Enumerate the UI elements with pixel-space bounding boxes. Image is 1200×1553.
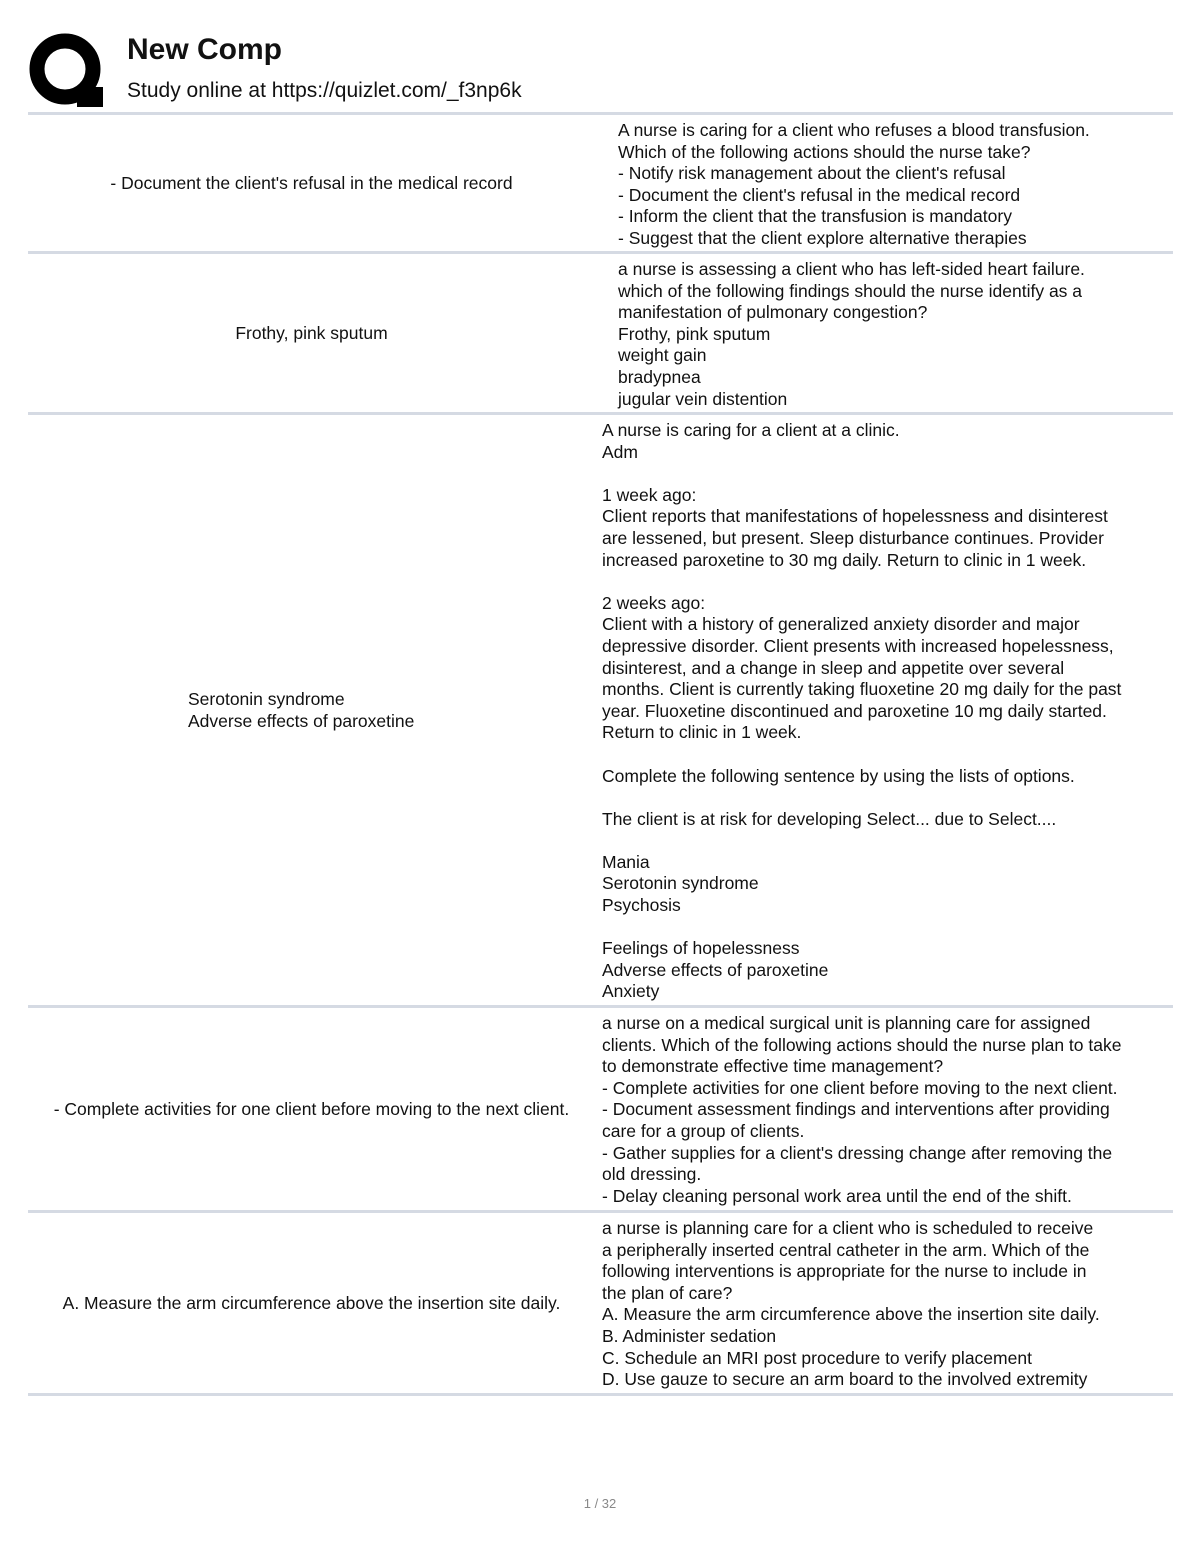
flashcard-term xyxy=(28,415,595,1005)
flashcard-row xyxy=(28,254,1173,415)
flashcard-term xyxy=(28,1213,595,1393)
quizlet-logo-icon xyxy=(28,31,108,111)
flashcard-row xyxy=(28,115,1173,254)
flashcard-row xyxy=(28,415,1173,1008)
study-online-link[interactable]: Study online at https://quizlet.com/_f3np6k xyxy=(127,79,522,102)
flashcard-row xyxy=(28,1213,1173,1396)
flashcard-definition: A nurse is caring for a client who refuses a blood transfusion. Which of the following actions should the nurse take? - Notify risk management about the client's refusal - Document the client's refusal in the medical record - Inform the client that the transfusion is mandatory - Suggest that the client explore alternative therapies xyxy=(618,120,1090,248)
term-text: Frothy, pink sputum xyxy=(235,323,388,343)
flashcard-definition: A nurse is caring for a client at a clinic. Adm 1 week ago: Client reports that manifestations of hopelessness and disinterest are lessened, but present. Sleep disturbance continues. Provider increased paroxetine to 30 mg daily. Return to clinic in 1 week. 2 weeks ago: Client with a history of generalized anxiety disorder and major depressive disorder. Client presents with increased hopelessness, disinterest, and a change in sleep and appetite over several months. Client is currently taking fluoxetine 20 mg daily for the past year. Fluoxetine discontinued and paroxetine 10 mg daily started. Return to clinic in 1 week. Complete the following sentence by using the lists of options. The client is at risk for developing Select... due to Select.... Mania Serotonin syndrome Psychosis Feelings of hopelessness Adverse effects of paroxetine Anxiety xyxy=(602,420,1122,1002)
document-title: New Comp xyxy=(127,33,283,66)
flashcard-term xyxy=(28,115,595,251)
flashcard-term xyxy=(28,254,595,412)
document-header xyxy=(28,28,1178,110)
flashcard-definition: a nurse is assessing a client who has left-sided heart failure. which of the following findings should the nurse identify as a manifestation of pulmonary congestion? Frothy, pink sputum weight gain bradypnea jugular vein distention xyxy=(618,259,1085,409)
term-text: - Complete activities for one client before moving to the next client. xyxy=(53,1099,570,1119)
flashcard-definition: a nurse on a medical surgical unit is planning care for assigned clients. Which of the following actions should the nurse plan to take to demonstrate effective time management? - Complete activities for one client before moving to the next client. - Document assessment findings and interventions after providing care for a group of clients. - Gather supplies for a client's dressing change after removing the old dressing. - Delay cleaning personal work area until the end of the shift. xyxy=(602,1013,1122,1206)
flashcard-definition: a nurse is planning care for a client who is scheduled to receive a peripherally inserted central catheter in the arm. Which of the following interventions is appropriate for the nurse to include in the plan of care? A. Measure the arm circumference above the insertion site daily. B. Administer sedation C. Schedule an MRI post procedure to verify placement D. Use gauze to secure an arm board to the involved extremity xyxy=(602,1218,1100,1390)
term-text: A. Measure the arm circumference above the insertion site daily. xyxy=(62,1293,561,1313)
term-text: - Document the client's refusal in the medical record xyxy=(110,173,513,193)
page-indicator: 1 / 32 xyxy=(583,1496,617,1511)
flashcard-term xyxy=(28,1008,595,1210)
flashcard-row xyxy=(28,1008,1173,1213)
flashcard-list xyxy=(28,112,1173,1396)
term-text: Serotonin syndrome Adverse effects of paroxetine xyxy=(188,689,415,731)
